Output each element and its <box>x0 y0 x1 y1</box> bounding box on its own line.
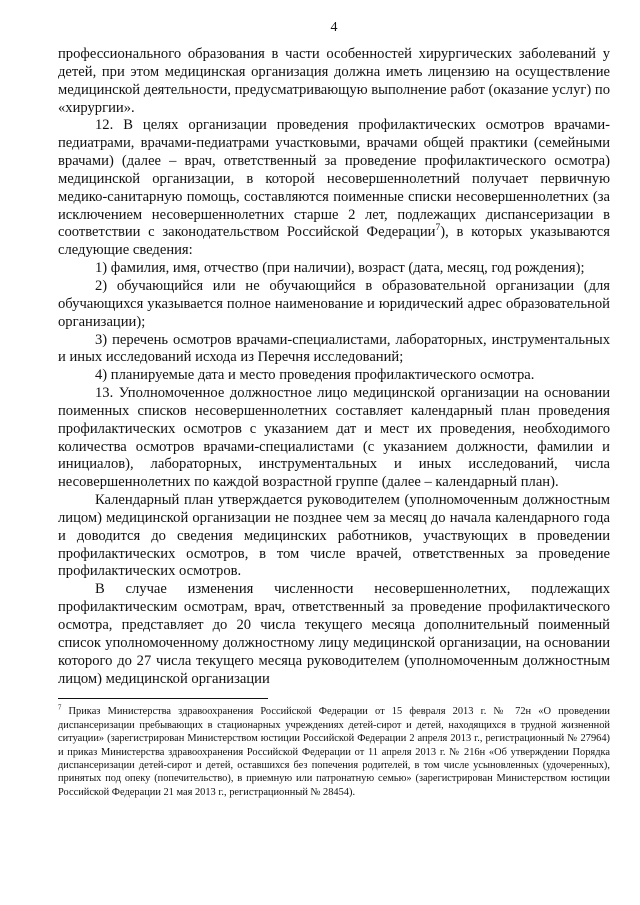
paragraph-12-text-a: 12. В целях организации проведения профилактических осмотров врачами-педиатрами, врачами-педиатрами участковыми, врачами общей практики (семейными врачами) (далее – врач, ответственный за проведение профилактического осмотра) медицинской организации, в которой несовершеннолетний получает первичную медико-санитарную помощь, составляются поименные списки несовершеннолетних (за исключением несовершеннолетних старше 2 лет, подлежащих диспансеризации в соответствии с законодательством Российской Федерации <box>58 117 610 241</box>
page-number: 4 <box>330 20 338 35</box>
footnote <box>58 705 610 799</box>
paragraph-12-text-b: ), в которых указываются следующие сведения: <box>58 224 610 259</box>
list-item-3: 3) перечень осмотров врачами-специалистами, лабораторных, инструментальных и иных исследований исхода из Перечня исследований; <box>58 331 610 366</box>
paragraph-12 <box>58 117 610 260</box>
list-item-1: 1) фамилия, имя, отчество (при наличии), возраст (дата, месяц, год рождения); <box>95 260 585 277</box>
paragraph-13: 13. Уполномоченное должностное лицо медицинской организации на основании поименных списков несовершеннолетних составляет календарный план проведения профилактических осмотров с указанием дат и мест их проведения, необходимого количества осмотров врачами-специалистами (с указанием должности, фамилии и инициалов), лабораторных, инструментальных и иных исследований, числа несовершеннолетних по каждой возрастной группе (далее – календарный план). <box>58 385 610 491</box>
footnote-reference: 7 <box>435 223 441 234</box>
footnote-divider <box>58 698 268 699</box>
footnote-marker: 7 <box>58 704 62 712</box>
footnote-text: Приказ Министерства здравоохранения Российской Федерации от 15 февраля 2013 г. № 72н «О проведении диспансеризации пребывающих в стационарных учреждениях детей-сирот и детей, находящихся в трудной жизненной ситуации» (зарегистрирован Министерством юстиции Российской Федерации 2 апреля 2013 г., регистрационный № 27964) и приказ Министерства здравоохранения Российской Федерации от 11 апреля 2013 г. № 216н «Об утверждении Порядка диспансеризации детей-сирот и детей, оставшихся без попечения родителей, в том числе усыновленных (удочеренных), принятых под опеку (попечительство), в приемную или патронатную семью» (зарегистрирован Министерством юстиции Российской Федерации 21 мая 2013 г., регистрационный № 28454). <box>58 706 610 798</box>
list-item-2: 2) обучающийся или не обучающийся в образовательной организации (для обучающихся указывается полное наименование и юридический адрес образовательной организации); <box>58 277 610 330</box>
paragraph-population-change: В случае изменения численности несовершеннолетних, подлежащих профилактическим осмотрам, врач, ответственный за проведение профилактического осмотра, представляет до 20 числа текущего месяца дополнительный поименный список уполномоченному должностному лицу медицинской организации, на основании которого до 27 числа текущего месяца руководителем (уполномоченным должностным лицом) медицинской организации <box>58 581 610 687</box>
paragraph-continuation: профессионального образования в части особенностей хирургических заболеваний у детей, при этом медицинская организация должна иметь лицензию на осуществление медицинской деятельности, предусматривающую выполнение работ (оказание услуг) по «хирургии». <box>58 46 610 116</box>
list-item-4: 4) планируемые дата и место проведения профилактического осмотра. <box>95 367 535 384</box>
document-body <box>58 46 610 688</box>
paragraph-calendar-plan: Календарный план утверждается руководителем (уполномоченным должностным лицом) медицинской организации не позднее чем за месяц до начала календарного года и доводится до сведения медицинских работников, участвующих в проведении профилактических осмотров, в том числе врачей, ответственных за проведение профилактических осмотров. <box>58 492 610 580</box>
